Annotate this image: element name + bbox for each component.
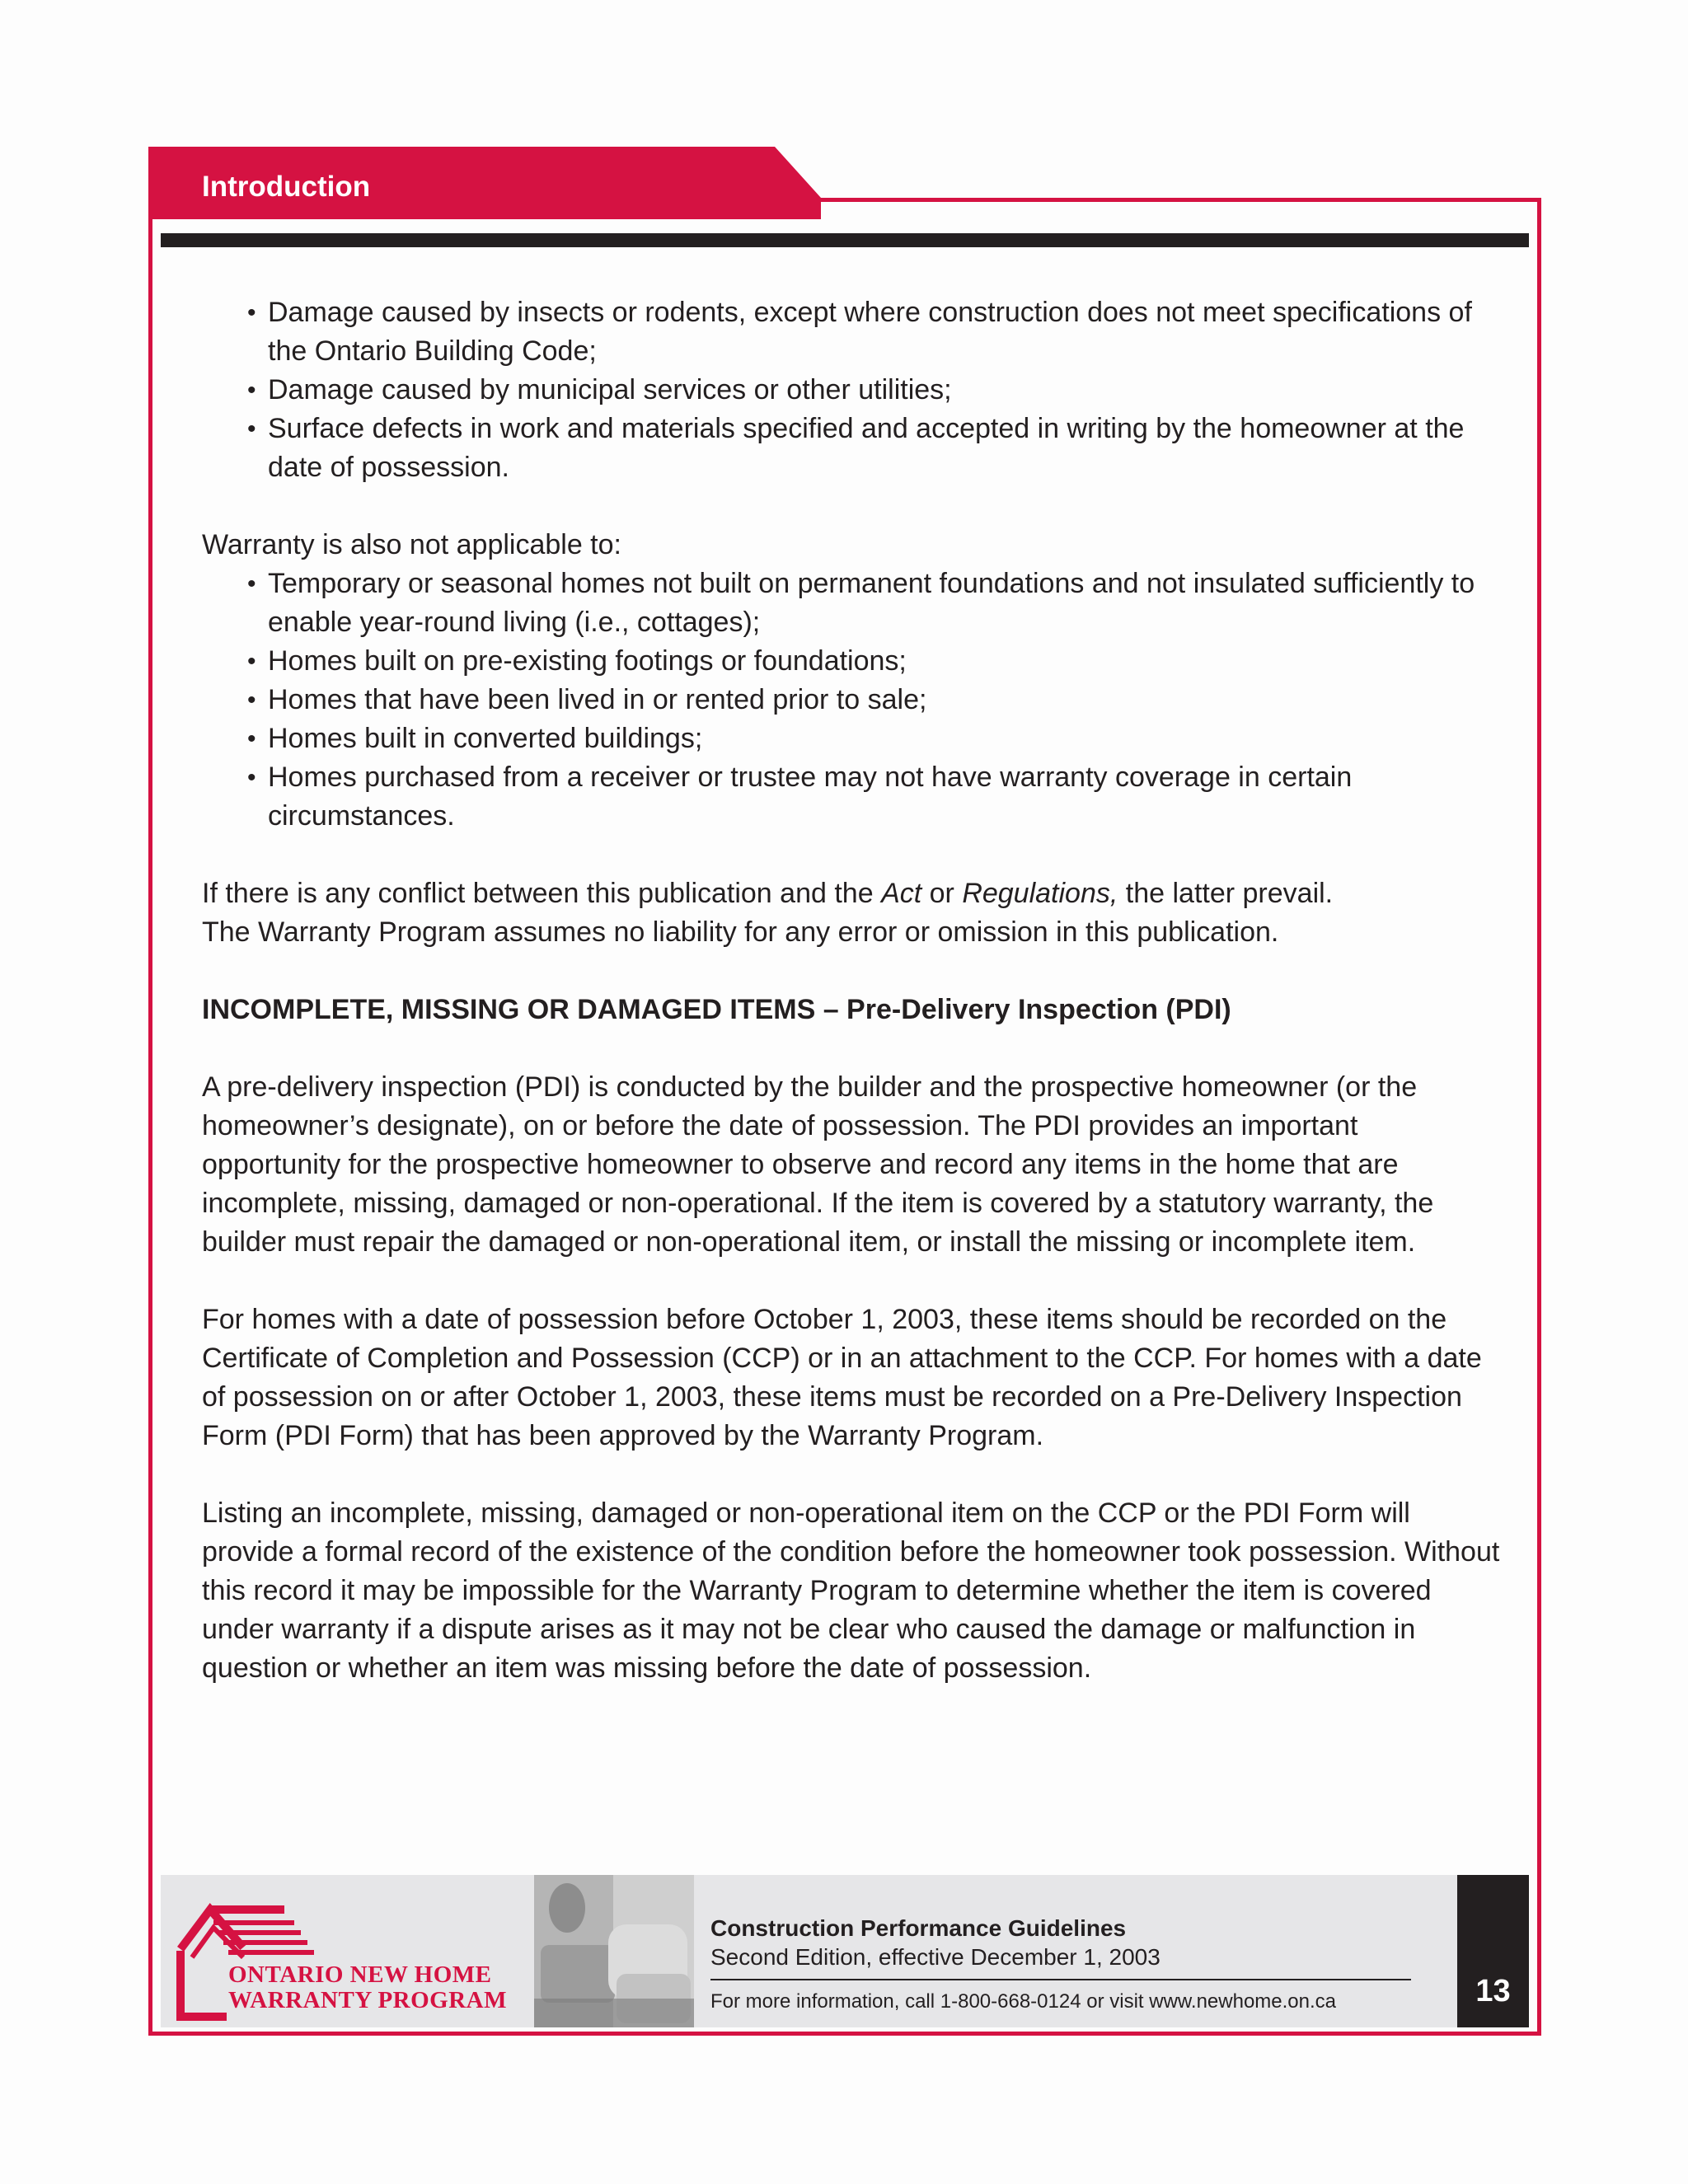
ccp-paragraph: For homes with a date of possession before October 1, 2003, these items should be recorded on the Certificate of Completion and Possession (CCP) or in an attachment to the CCP. For homes with a date of possession on or after October 1, 2003, these items must be recorded on a Pre-Delivery Inspection Form (PDI Form) that has been approved by the Warranty Program. [202,1304,1482,1451]
pdi-paragraph: A pre-delivery inspection (PDI) is conducted by the builder and the prospective homeowner (or the homeowner’s designate), on or before the date of possession. The PDI provides an important opportunity for the prospective homeowner to observe and record any items in the home that are incomplete, missing, damaged or non-operational. If the item is covered by a statutory warranty, the builder must repair the damaged or non-operational item, or install the missing or incomplete item. [202,1071,1434,1258]
list-item: • Homes that have been lived in or rented prior to sale; [268,681,1504,719]
conflict-text-end: the latter prevail. [1118,878,1334,909]
conflict-or: or [921,878,963,909]
publication-edition: Second Edition, effective December 1, 2003 [710,1944,1160,1970]
logo-line-1: ONTARIO NEW HOME [228,1961,492,1988]
publication-title: Construction Performance Guidelines [710,1915,1127,1941]
list-item: • Homes built on pre-existing footings or foundations; [268,642,1504,681]
contact-info: For more information, call 1-800-668-0124 or visit www.newhome.on.ca [710,1990,1337,2013]
interior-photo [534,1875,694,2027]
list-item: • Damage caused by insects or rodents, except where construction does not meet specifications of the Ontario Building Code; [268,293,1504,371]
tarion-logo [161,1875,528,2027]
list-item: • Homes built in converted buildings; [268,719,1504,758]
armchair-photo-icon [534,1875,694,2027]
logo-text [228,1962,533,2013]
record-paragraph: Listing an incomplete, missing, damaged or non-operational item on the CCP or the PDI Form will provide a formal record of the existence of the condition before the homeowner took possession. Without this record it may be impossible for the Warranty Program to determine whether the item is covered under warranty if a dispute arises as it may not be clear who caused the damage or malfunction in question or whether an item was missing before the date of possession. [202,1497,1500,1684]
regulations-term: Regulations, [962,878,1118,909]
list-item: • Temporary or seasonal homes not built on permanent foundations and not insulated sufficiently to enable year-round living (i.e., cottages); [268,565,1504,642]
list-item: • Damage caused by municipal services or other utilities; [268,371,1504,410]
logo-line-2: WARRANTY PROGRAM [228,1987,507,2013]
pdi-heading: INCOMPLETE, MISSING OR DAMAGED ITEMS – Pre-Delivery Inspection (PDI) [202,994,1231,1025]
act-term: Act [881,878,922,909]
not-applicable-intro: Warranty is also not applicable to: [202,529,621,560]
footer-divider [710,1979,1411,1980]
conflict-paragraph [202,874,1504,952]
list-item: • Surface defects in work and materials specified and accepted in writing by the homeowner at the date of possession. [268,410,1504,487]
main-content [202,293,1504,1727]
liability-disclaimer: The Warranty Program assumes no liability for any error or omission in this publication. [202,916,1279,948]
exclusions-list [202,293,1504,487]
conflict-text: If there is any conflict between this publication and the [202,878,882,909]
page-number: 13 [1457,1875,1529,2027]
list-item: • Homes purchased from a receiver or trustee may not have warranty coverage in certain circumstances. [268,758,1504,836]
page-footer [161,1875,1529,2027]
not-applicable-list [202,565,1504,836]
section-title: Introduction [202,171,371,203]
publication-info [710,1915,1411,2015]
header-rule [161,233,1529,247]
